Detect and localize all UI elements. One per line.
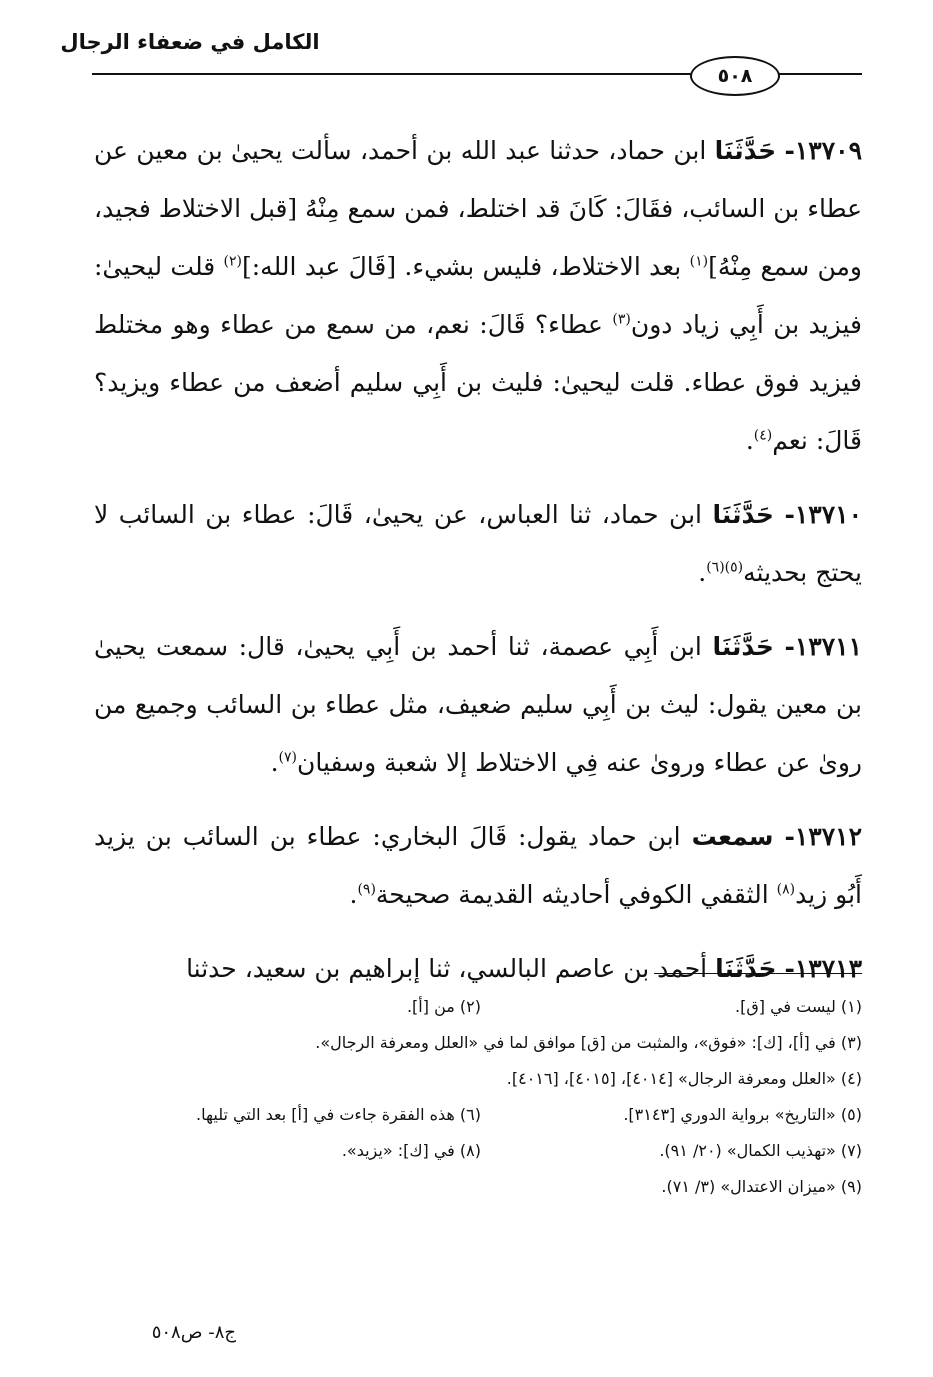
entry-text: عطاء؟ قَالَ: نعم، من سمع من عطاء وهو مختلط فيزيد فوق عطاء. قلت ليحيىٰ: فليث بن أَبِي سليم أضعف من عطاء ويزيد؟ قَالَ: نعم — [94, 310, 862, 455]
entry-number: ١٣٧٠٩- — [784, 136, 862, 165]
footnote-8: (٨) في [ك]: «يزيد». — [341, 1140, 481, 1160]
entry-number: ١٣٧١٠- — [784, 500, 862, 529]
entry-text: أحمد بن عاصم البالسي، ثنا إبراهيم بن سعيد، حدثنا — [186, 954, 716, 983]
entry-text: . — [270, 748, 279, 777]
entry-text: . — [745, 426, 754, 455]
footnote-2: (٢) من [أ]. — [406, 996, 481, 1016]
running-head-title: الكامل في ضعفاء الرجال — [60, 30, 320, 54]
entry-number: ١٣٧١٢- — [784, 822, 862, 851]
footnote-7: (٧) «تهذيب الكمال» (٢٠/ ٩١). — [659, 1140, 862, 1160]
footnote-row — [100, 1132, 862, 1168]
entry-13709 — [94, 122, 862, 470]
footnote-3: (٣) في [أ]، [ك]: «فوق»، والمثبت من [ق] موافق لما في «العلل ومعرفة الرجال». — [315, 1032, 862, 1052]
footnote-separator — [654, 973, 862, 974]
entry-text: ابن حماد، حدثنا عبد الله بن أحمد، سألت يحيىٰ بن معين عن عطاء بن السائب، فقَالَ: كَانَ قد اختلط، فمن سمع مِنْهُ [قبل الاختلاط فجيد، ومن سمع مِنْهُ] — [94, 136, 862, 281]
footnote-ref: (٨) — [776, 881, 796, 898]
footnote-ref: (٥)(٦) — [706, 559, 744, 576]
footnote-row — [100, 1060, 862, 1096]
footnote-row — [100, 1096, 862, 1132]
entry-text: ابن أَبِي عصمة، ثنا أحمد بن أَبِي يحيىٰ، قال: سمعت يحيىٰ بن معين يقول: ليث بن أَبِي سليم ضعيف، مثل عطاء بن السائب وجميع من روىٰ عن عطاء وروىٰ عنه فِي الاختلاط إلا شعبة وسفيان — [94, 632, 862, 777]
entry-text: . — [698, 558, 707, 587]
entry-text: الثقفي الكوفي أحاديثه القديمة صحيحة — [375, 880, 777, 909]
footnote-ref: (٣) — [612, 311, 631, 328]
entry-text: قلت ليحيىٰ: فيزيد بن أَبِي زياد دون — [94, 252, 862, 339]
entry-text: بعد الاختلاط، فليس بشيء. [قَالَ عبد الله:] — [241, 252, 690, 281]
footnote-6: (٦) هذه الفقرة جاءت في [أ] بعد التي تليها. — [196, 1104, 481, 1124]
footnote-4: (٤) «العلل ومعرفة الرجال» [٤٠١٤]، [٤٠١٥]، [٤٠١٦]. — [506, 1068, 862, 1088]
entry-keyword: حَدَّثَنَا — [712, 500, 774, 529]
footnote-ref: (٧) — [278, 749, 297, 766]
entry-text: ابن حماد يقول: قَالَ البخاري: عطاء بن السائب بن يزيد أَبُو زيد — [94, 822, 862, 909]
entry-text: ابن حماد، ثنا العباس، عن يحيىٰ، قَالَ: عطاء بن السائب لا يحتج بحديثه — [94, 500, 862, 587]
entry-number: ١٣٧١٣- — [784, 954, 862, 983]
volume-page-marker: ج٨- ص٥٠٨ — [151, 1322, 236, 1343]
entry-13711 — [94, 618, 862, 792]
entry-keyword: حَدَّثَنَا — [712, 632, 774, 661]
footnote-9: (٩) «ميزان الاعتدال» (٣/ ٧١). — [661, 1176, 862, 1196]
footnote-ref: (٢) — [223, 253, 242, 270]
footnote-ref: (٤) — [753, 427, 773, 444]
footnote-ref: (٩) — [357, 881, 376, 898]
entry-number: ١٣٧١١- — [784, 632, 863, 661]
footnote-1: (١) ليست في [ق]. — [735, 996, 862, 1016]
footnote-5: (٥) «التاريخ» برواية الدوري [٣١٤٣]. — [623, 1104, 862, 1124]
entry-text: . — [349, 880, 358, 909]
footnote-ref: (١) — [689, 253, 709, 270]
main-text — [94, 122, 862, 1014]
header-ornament-left — [672, 73, 692, 75]
footnote-row — [100, 988, 862, 1024]
entry-keyword: حَدَّثَنَا — [714, 136, 777, 165]
footnote-row — [100, 1168, 862, 1204]
page-number-badge: ٥٠٨ — [690, 56, 780, 96]
entry-keyword: حَدَّثَنَا — [715, 954, 777, 983]
entry-13712 — [94, 808, 862, 924]
footnotes — [100, 988, 862, 1204]
footnote-row — [100, 1024, 862, 1060]
entry-13710 — [94, 486, 862, 602]
entry-keyword: سمعت — [691, 822, 774, 851]
